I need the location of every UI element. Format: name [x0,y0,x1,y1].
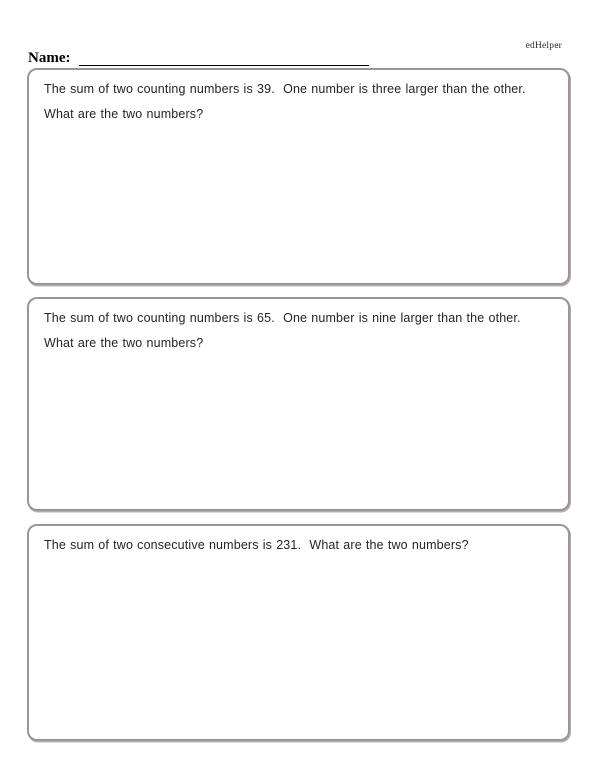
problem-box-2 [27,297,570,511]
problem-text-1: The sum of two counting numbers is 39. One number is three larger than the other. What are the two numbers? [44,82,534,121]
edhelper-brand: edHelper [525,41,562,51]
problem-text-3: The sum of two consecutive numbers is 231. What are the two numbers? [44,538,469,552]
name-blank-line [79,52,369,66]
problem-text-2: The sum of two counting numbers is 65. One number is nine larger than the other. What are the two numbers? [44,311,529,350]
name-row [28,50,369,66]
name-label: Name: [28,50,71,66]
problem-box-3 [27,524,570,741]
problem-box-1 [27,68,570,285]
